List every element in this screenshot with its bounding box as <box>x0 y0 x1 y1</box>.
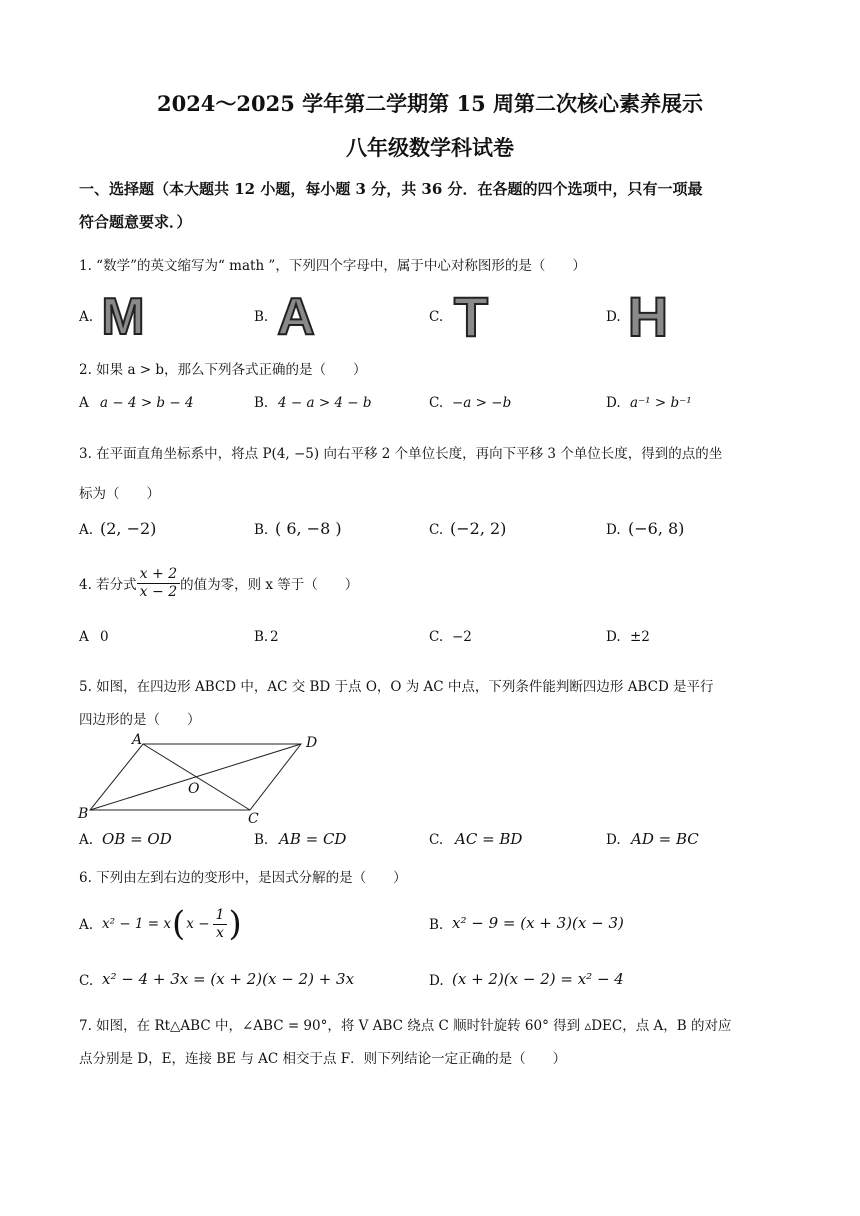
question-6-stem: 6. 下列由左到右边的变形中，是因式分解的是（ ） <box>79 870 407 886</box>
q5-option-a-text: OB = OD <box>102 830 172 848</box>
question-2-stem: 2. 如果 a > b，那么下列各式正确的是（ ） <box>79 362 367 378</box>
q1-option-d-label: D. <box>606 309 621 325</box>
question-3-stem-line1: 3. 在平面直角坐标系中，将点 P(4, −5) 向右平移 2 个单位长度，再向下平移 3 个单位长度，得到的点的坐 <box>79 446 723 462</box>
section-heading-line1: 一、选择题（本大题共 12 小题，每小题 3 分，共 36 分．在各题的四个选项中，只有一项最 <box>79 180 703 198</box>
q3-option-b-text: ( 6, −8 ) <box>275 519 342 538</box>
question-1-stem: 1. “数学”的英文缩写为“ math ”，下列四个字母中，属于中心对称图形的是（ ） <box>79 258 586 274</box>
q2-option-b-label: B. <box>254 395 269 411</box>
q6-option-a-left: x² − 1 = x <box>102 916 172 932</box>
q2-option-b-text: 4 − a > 4 − b <box>278 395 372 411</box>
q1-option-b-label: B. <box>254 309 269 325</box>
q5-vertex-c-label: C <box>248 811 259 825</box>
q4-stem-suffix: 的值为零，则 x 等于（ ） <box>180 577 359 594</box>
q3-option-c-text: (−2, 2) <box>450 519 507 538</box>
q6-option-a-fraction-denominator: x <box>216 924 224 941</box>
q2-option-c-label: C. <box>429 395 444 411</box>
q6-option-b-label: B. <box>429 917 444 933</box>
question-5-stem-line1: 5. 如图，在四边形 ABCD 中，AC 交 BD 于点 O，O 为 AC 中点，下列条件能判断四边形 ABCD 是平行 <box>79 679 714 695</box>
q1-option-c-label: C. <box>429 309 444 325</box>
q6-option-a-label: A. <box>79 917 94 933</box>
q6-option-a-fraction <box>213 907 228 942</box>
q5-diagonal-bd <box>90 744 301 810</box>
q6-option-a-fraction-numerator: 1 <box>213 907 228 925</box>
q3-option-a-text: (2, −2) <box>100 519 157 538</box>
q2-option-a-label: A <box>79 395 89 411</box>
q2-option-d-label: D. <box>606 395 621 411</box>
question-7-stem-line1: 7. 如图，在 Rt△ABC 中，∠ABC = 90°，将 V ABC 绕点 C 顺时针旋转 60° 得到 ▵DEC，点 A，B 的对应 <box>79 1018 732 1034</box>
svg-text:A: A <box>277 292 315 338</box>
q4-option-a-label: A <box>79 629 89 645</box>
q5-point-o-label: O <box>188 781 200 797</box>
q4-option-c-label: C. <box>429 629 444 645</box>
svg-text:H: H <box>627 290 669 340</box>
q5-vertex-b-label: B <box>78 806 89 822</box>
svg-text:T: T <box>453 290 489 340</box>
question-7-stem-line2: 点分别是 D，E，连接 BE 与 AC 相交于点 F．则下列结论一定正确的是（ ） <box>79 1051 567 1067</box>
q4-option-d-text: ±2 <box>630 629 650 645</box>
q5-option-d-label: D. <box>606 832 621 848</box>
q6-option-b-text: x² − 9 = (x + 3)(x − 3) <box>452 914 624 932</box>
q4-fraction-denominator: x − 2 <box>139 583 178 600</box>
q3-option-a-label: A. <box>79 522 94 538</box>
q1-option-d-letter-h <box>622 290 674 340</box>
q5-option-b-text: AB = CD <box>279 830 347 848</box>
q2-option-d-text: a⁻¹ > b⁻¹ <box>630 395 692 411</box>
q1-option-b-letter-a <box>270 292 322 338</box>
q5-option-d-text: AD = BC <box>631 830 699 848</box>
q1-option-a-label: A. <box>79 309 94 325</box>
q4-option-d-label: D. <box>606 629 621 645</box>
q4-fraction <box>137 566 180 601</box>
q4-fraction-numerator: x + 2 <box>137 566 180 584</box>
q4-option-a-text: 0 <box>100 629 109 645</box>
q6-option-a-paren-left: x − <box>186 916 210 932</box>
question-4-stem <box>79 566 358 601</box>
q3-option-c-label: C. <box>429 522 444 538</box>
svg-text:M: M <box>101 292 145 338</box>
exam-title-line2: 八年级数学科试卷 <box>346 135 514 160</box>
q6-option-a-expression: x² − 1 = x ( x − $\frac{1}{x}$ ) <box>102 904 242 944</box>
q5-option-c-text: AC = BD <box>455 830 523 848</box>
q6-option-c-label: C. <box>79 973 94 989</box>
question-3-stem-line2: 标为（ ） <box>79 486 160 502</box>
q2-option-a-text: a − 4 > b − 4 <box>100 395 194 411</box>
q6-option-d-label: D. <box>429 973 444 989</box>
q4-option-b-label: B. <box>254 629 269 645</box>
q5-quadrilateral-figure <box>76 733 336 825</box>
q4-option-b-text: 2 <box>270 629 279 645</box>
q1-option-c-letter-t <box>445 290 497 340</box>
q6-option-c-text: x² − 4 + 3x = (x + 2)(x − 2) + 3x <box>102 970 355 988</box>
q3-option-d-label: D. <box>606 522 621 538</box>
q4-option-c-text: −2 <box>452 629 472 645</box>
q6-option-d-text: (x + 2)(x − 2) = x² − 4 <box>452 970 624 988</box>
q5-vertex-d-label: D <box>306 735 318 751</box>
q5-option-a-label: A. <box>79 832 94 848</box>
q5-option-c-label: C. <box>429 832 444 848</box>
question-5-stem-line2: 四边形的是（ ） <box>79 712 201 728</box>
q3-option-b-label: B. <box>254 522 269 538</box>
q4-stem-prefix: 4. 若分式 <box>79 577 137 594</box>
exam-title-line1: 2024～2025 学年第二学期第 15 周第二次核心素养展示 <box>156 91 704 116</box>
q5-option-b-label: B. <box>254 832 269 848</box>
q5-vertex-a-label: A <box>132 733 143 748</box>
section-heading-line2: 符合题意要求．） <box>79 213 192 231</box>
q3-option-d-text: (−6, 8) <box>628 519 685 538</box>
q1-option-a-letter-m <box>96 292 150 338</box>
q2-option-c-text: −a > −b <box>452 395 512 411</box>
